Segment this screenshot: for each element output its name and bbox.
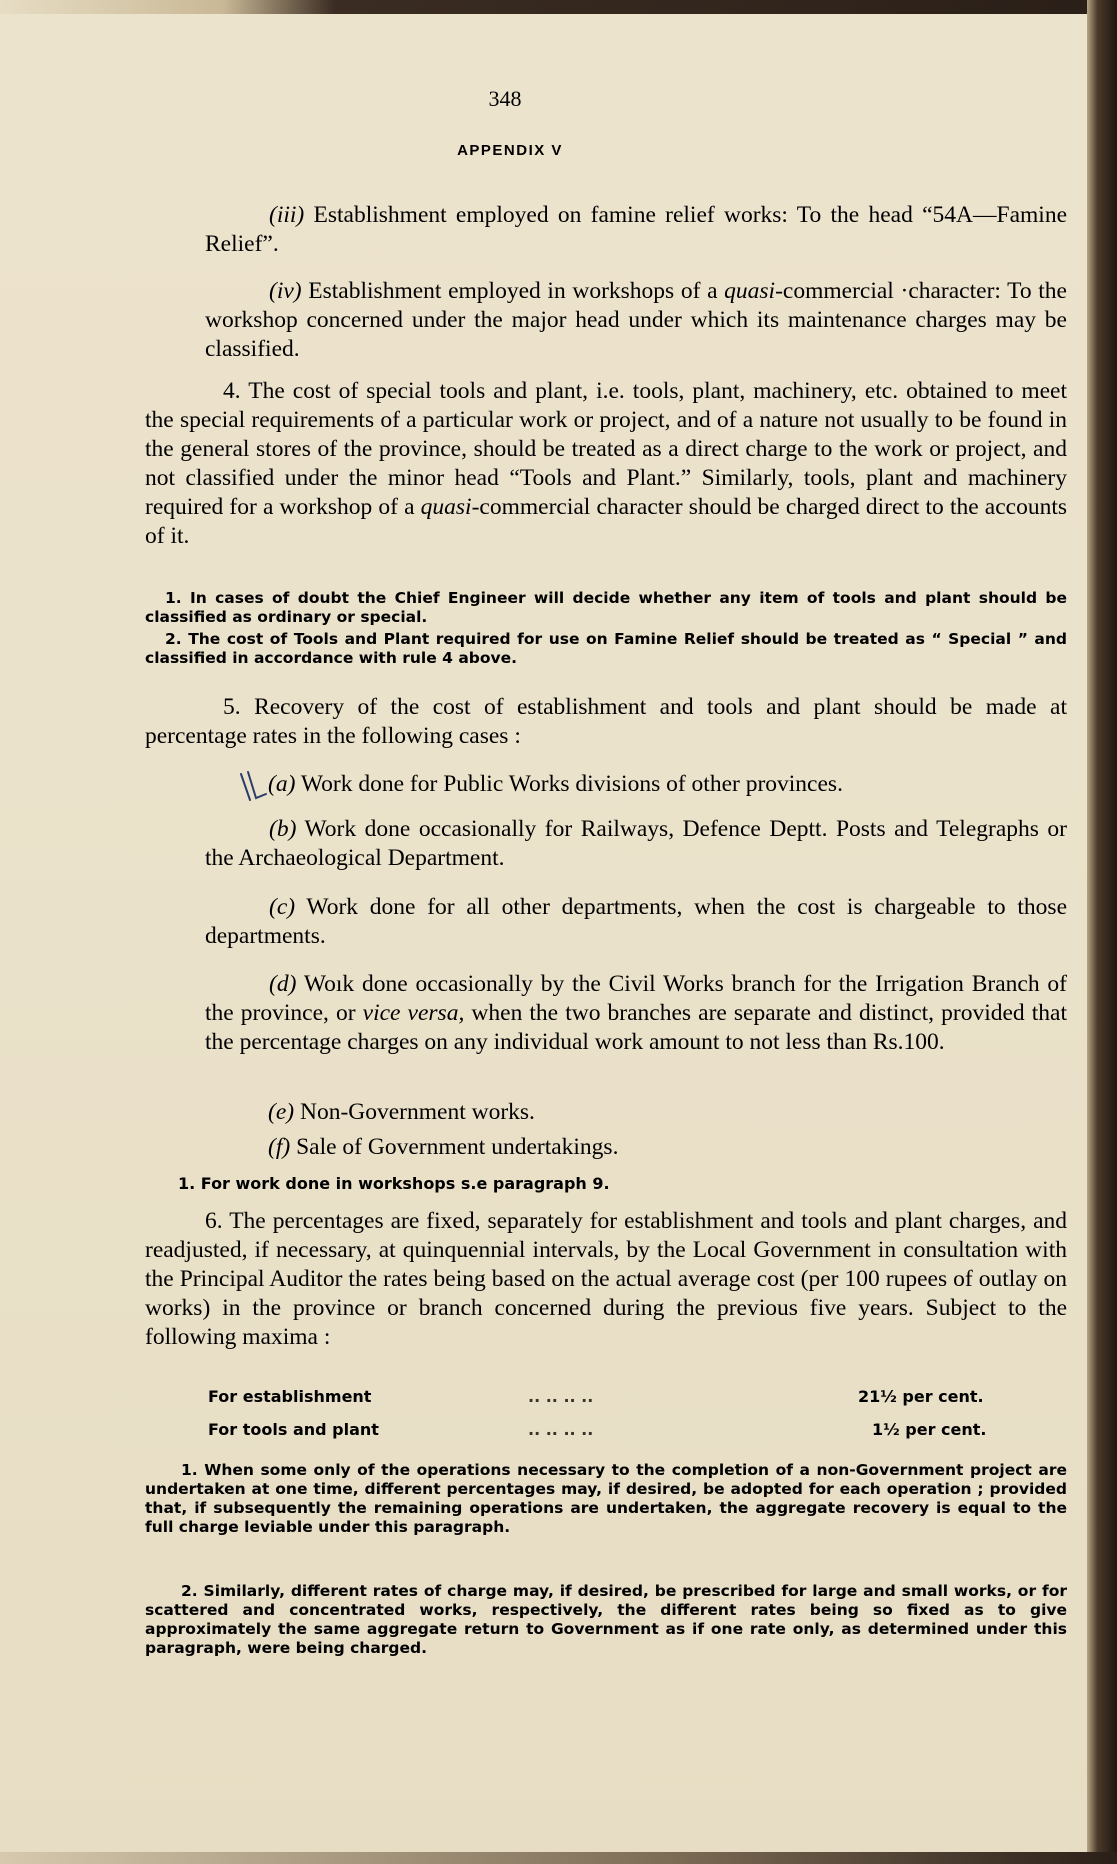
case-f-text: Sale of Government undertakings. — [296, 1134, 619, 1160]
paragraph-5 — [145, 693, 1067, 751]
maxima-value: 21½ per cent. — [858, 1387, 984, 1406]
case-e-text: Non-Government works. — [299, 1099, 535, 1125]
case-c-label: (c) — [269, 894, 296, 920]
maxima-label: For establishment — [208, 1387, 372, 1406]
maxima-row-establishment — [208, 1387, 371, 1406]
maxima-row-tools — [208, 1420, 379, 1439]
case-a-text: Work done for Public Works divisions of other provinces. — [300, 771, 843, 797]
paragraph-5-text: Recovery of the cost of establishment and tools and plant should be made at percentage rates in the following cases : — [145, 694, 1067, 749]
paragraph-6-number: 6. — [205, 1208, 223, 1234]
maxima-leaders: .. .. .. .. — [528, 1387, 594, 1406]
paragraph-iii-label: (iii) — [269, 202, 305, 228]
case-f — [268, 1133, 1068, 1162]
case-b-text: Work done occasionally for Railways, Defence Deptt. Posts and Telegraphs or the Archaeological Department. — [205, 816, 1067, 871]
maxima-value: 1½ per cent. — [872, 1420, 987, 1439]
case-c-text: Work done for all other departments, when the cost is chargeable to those departments. — [205, 894, 1067, 949]
paragraph-4 — [145, 377, 1067, 551]
note-6-2: 2. Similarly, different rates of charge may, if desired, be prescribed for large and small works, or for scattered and concentrated works, respectively, the different rates being so fixed as to give approximately the same aggregate return to Government as if one rate only, as determined under this paragraph, were being charged. — [145, 1582, 1067, 1657]
paragraph-iii-text: Establishment employed on famine relief works: To the head “54A—Famine Relief”. — [205, 202, 1067, 257]
note-5-1: 1. For work done in workshops s.e paragraph 9. — [178, 1174, 610, 1193]
paragraph-6-text: The percentages are fixed, separately for establishment and tools and plant charges, and readjusted, if necessary, at quinquennial intervals, by the Local Government in consultation with the Principal Auditor the rates being based on the actual average cost (per 100 rupees of outlay on works) in the province or branch concerned during the previous five years. Subject to the following maxima : — [145, 1208, 1068, 1350]
case-f-label: (f) — [268, 1134, 291, 1160]
page-top-edge — [0, 0, 1117, 14]
maxima-leaders: .. .. .. .. — [528, 1420, 594, 1439]
paragraph-iv-label: (iv) — [269, 278, 302, 304]
case-e-label: (e) — [268, 1099, 295, 1125]
case-d-label: (d) — [269, 971, 297, 997]
paragraph-iii — [205, 201, 1067, 259]
note-4-1: 1. In cases of doubt the Chief Engineer will decide whether any item of tools and plant should be classified as ordinary or special. — [145, 589, 1067, 626]
case-a-label: (a) — [268, 771, 296, 797]
paragraph-iv-text-after: -commercial ·character: To the workshop concerned under the major head under which its maintenance charges may be classified. — [205, 278, 1067, 362]
case-d-text-before: Woık done occasionally by the Civil Works branch for the Irrigation Branch of the province, or — [205, 971, 1067, 1026]
handwritten-mark-icon — [238, 770, 268, 804]
paragraph-iv-italic: quasi — [724, 278, 776, 304]
paragraph-5-number: 5. — [223, 694, 241, 720]
case-d-text-after: when the two branches are separate and distinct, provided that the percentage charges on any individual work amount to not less than Rs.100. — [205, 1000, 1067, 1055]
paragraph-4-number: 4. — [223, 378, 241, 404]
case-a — [268, 770, 1068, 799]
paragraph-4-text-after: -commercial character should be charged direct to the accounts of it. — [145, 494, 1068, 549]
case-d — [205, 970, 1067, 1057]
case-b — [205, 815, 1067, 873]
case-b-label: (b) — [269, 816, 297, 842]
page-header: APPENDIX V — [457, 142, 563, 159]
case-c — [205, 893, 1067, 951]
book-spine-shadow — [1087, 0, 1117, 1864]
paragraph-iv — [205, 277, 1067, 364]
page-number: 348 — [488, 86, 522, 111]
note-4-2: 2. The cost of Tools and Plant required for use on Famine Relief should be treated as “ Special ” and classified in accordance with rule 4 above. — [145, 630, 1067, 667]
page-bottom-edge — [0, 1852, 1117, 1864]
case-e — [268, 1098, 1068, 1127]
case-d-italic: vice versa, — [362, 1000, 465, 1026]
maxima-label: For tools and plant — [208, 1420, 379, 1439]
note-6-1: 1. When some only of the operations necessary to the completion of a non-Government project are undertaken at one time, different percentages may, if desired, be adopted for each operation ; provided that, if subsequently the remaining operations are undertaken, the aggregate recovery is equal to the full charge leviable under this paragraph. — [145, 1461, 1067, 1536]
paragraph-iv-text-before: Establishment employed in workshops of a — [308, 278, 718, 304]
paragraph-4-italic: quasi — [420, 494, 472, 520]
paragraph-4-text-before: The cost of special tools and plant, i.e. tools, plant, machinery, etc. obtained to meet the special requirements of a particular work or project, and of a nature not usually to be found in the general stores of the province, should be treated as a direct charge to the work or project, and not classified under the minor head “Tools and Plant.” Similarly, tools, plant and machinery required for a workshop of a — [145, 378, 1068, 520]
paragraph-6 — [145, 1207, 1067, 1352]
